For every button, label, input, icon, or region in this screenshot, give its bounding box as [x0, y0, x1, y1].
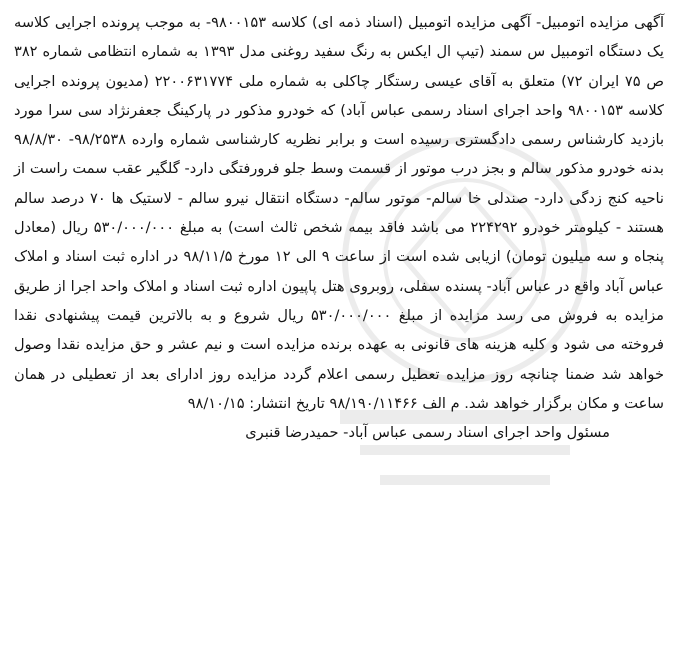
- notice-body: آگهی مزایده اتومبیل- آگهی مزایده اتومبیل (اسناد ذمه ای) کلاسه ۹۸۰۰۱۵۳- به موجب پرونده اجرایی کلاسه یک دستگاه اتومبیل س سمند (تیپ ال ایکس به رنگ سفید روغنی مدل ۱۳۹۳ به شماره انتظامی شماره ۳۸۲ ص ۷۵ ایران ۷۲) متعلق به آقای عیسی رستگار چاکلی به شماره ملی ۲۲۰۰۶۳۱۷۷۴ (مدیون پرونده اجرایی کلاسه ۹۸۰۰۱۵۳ واحد اجرای اسناد رسمی عباس آباد) که خودرو مذکور در پارکینگ جعفرنژاد سی سرا مورد بازدید کارشناس رسمی دادگستری رسیده است و برابر نظریه کارشناسی شماره وارده ۹۸/۲۵۳۸- ۹۸/۸/۳۰ بدنه خودرو مذکور سالم و بجز درب موتور از قسمت وسط جلو فرورفتگی دارد- گلگیر عقب سمت راست از ناحیه کنج زدگی دارد- صندلی خا سالم- موتور سالم- دستگاه انتقال نیرو سالم - لاستیک ها ۷۰ درصد سالم هستند - کیلومتر خودرو ۲۲۴۲۹۲ می باشد فاقد بیمه شخص ثالث است) به مبلغ ۵۳۰/۰۰۰/۰۰۰ ریال (معادل پنجاه و سه میلیون تومان) ازیابی شده است از ساعت ۹ الی ۱۲ مورخ ۹۸/۱۱/۵ در اداره ثبت اسناد و املاک عباس آباد واقع در عباس آباد- پسنده سفلی، روبروی هتل پاپیون اداره ثبت اسناد و املاک واحد اجرا از طریق مزایده به فروش می رسد مزایده از مبلغ ۵۳۰/۰۰۰/۰۰۰ ریال شروع و به بالاترین قیمت پیشنهادی نقدا فروخته می شود و کلیه هزینه های قانونی به عهده برنده مزایده است و نیم عشر و حق مزایده نقدا وصول خواهد شد ضمنا چنانچه روز مزایده تعطیل رسمی اعلام گردد مزایده روز ادارای بعد از تعطیلی در همان ساعت و مکان برگزار خواهد شد. م الف ۹۸/۱۹۰/۱۱۴۶۶ تاریخ انتشار: ۹۸/۱۰/۱۵: [14, 14, 665, 412]
- notice-signature: مسئول واحد اجرای اسناد رسمی عباس آباد- حمیدرضا قنبری: [245, 424, 610, 442]
